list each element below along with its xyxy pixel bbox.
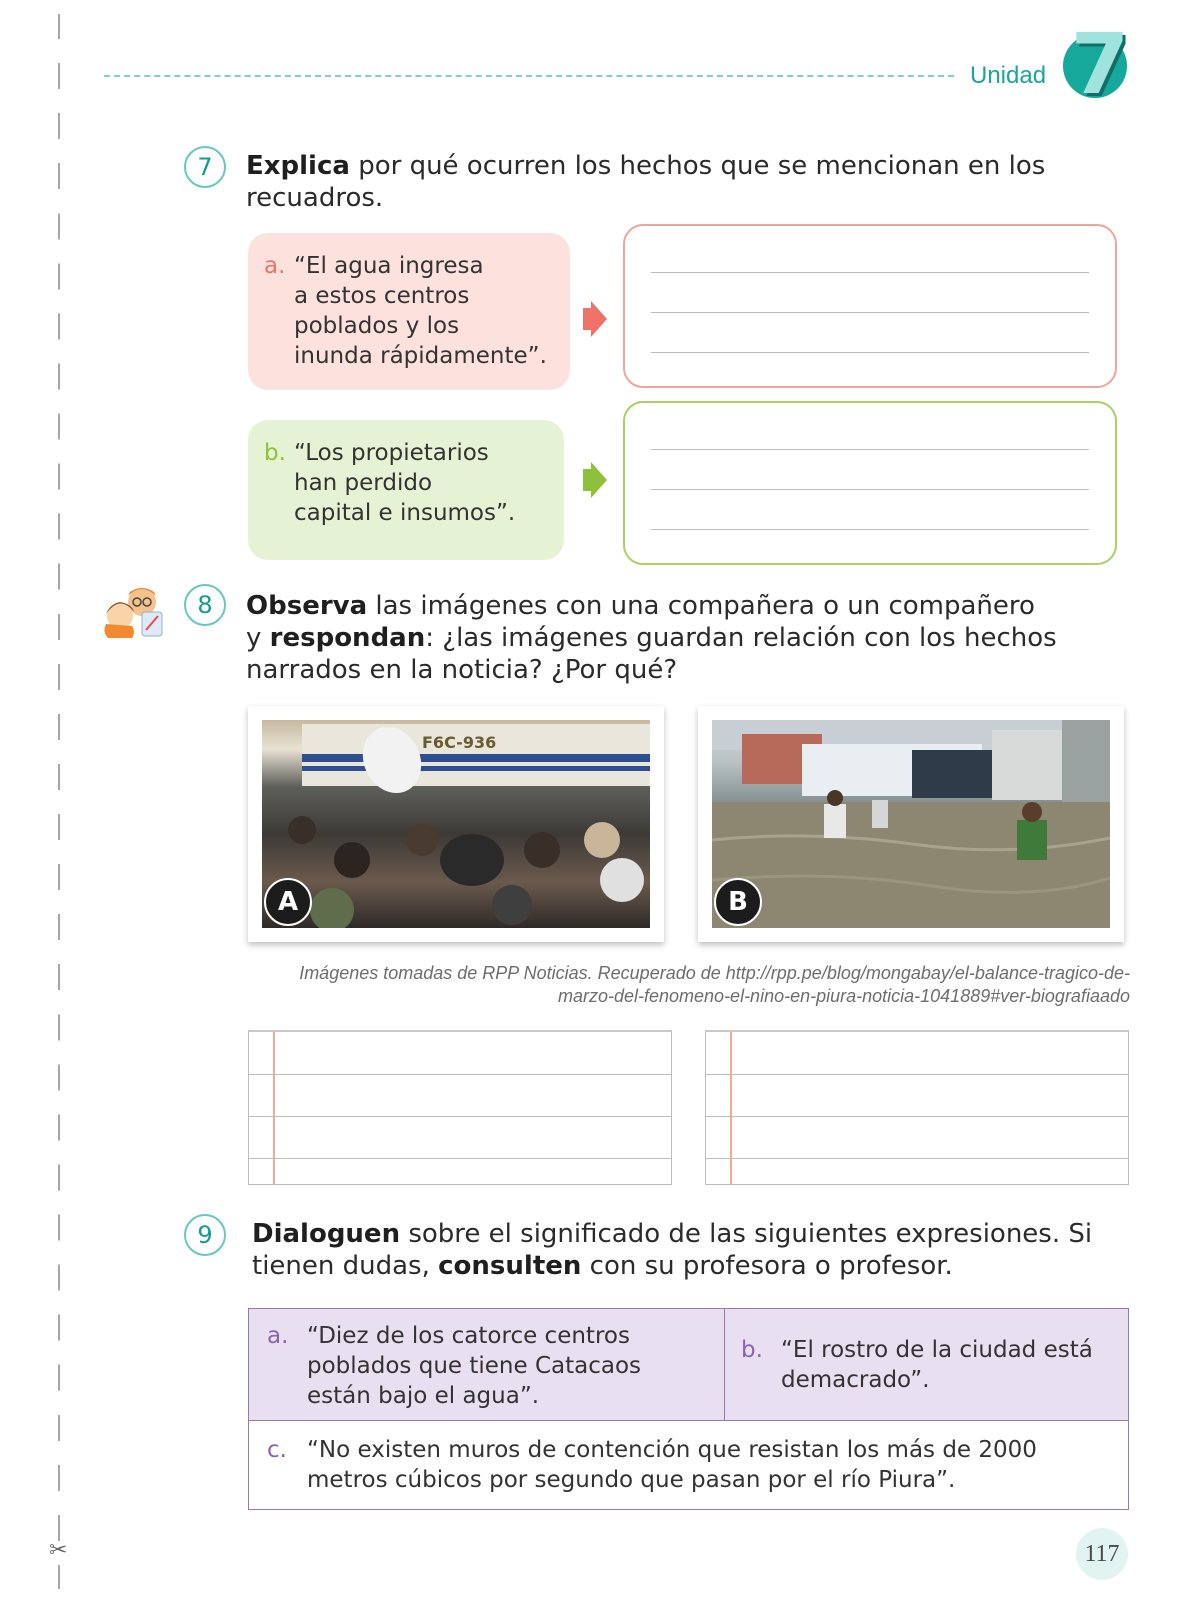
expression-a — [249, 1309, 725, 1421]
prompt-verb: Dialoguen — [252, 1219, 401, 1249]
image-credit — [250, 962, 1130, 1008]
truck-plate: F6C-936 — [422, 733, 497, 752]
activity-8-number: 8 — [184, 584, 226, 626]
prompt-text: las imágenes con una compañera o un compañero — [367, 591, 1035, 621]
activity-9-prompt — [252, 1218, 1112, 1282]
answer-box-a[interactable] — [623, 224, 1117, 388]
credit-line: Imágenes tomadas de RPP Noticias. Recuperado de http://rpp.pe/blog/mongabay/el-balance-tragico-de- — [299, 963, 1130, 983]
statement-line: “El agua ingresa — [294, 253, 484, 279]
expression-line: están bajo el agua”. — [307, 1383, 540, 1409]
arrow-right-icon — [591, 462, 607, 498]
prompt-text: narrados en la noticia? ¿Por qué? — [246, 655, 678, 685]
prompt-text: sobre el significado de las siguientes expresiones. Si — [400, 1219, 1093, 1249]
page-number: 117 — [1076, 1528, 1128, 1580]
statement-text — [294, 438, 515, 528]
expression-text — [307, 1321, 641, 1411]
photo-label-a: A — [264, 878, 312, 926]
activity-9-number: 9 — [184, 1214, 226, 1256]
activity-7-number: 7 — [184, 146, 226, 188]
answer-box-b[interactable] — [623, 401, 1117, 565]
prompt-text: y — [246, 623, 270, 653]
credit-line: marzo-del-fenomeno-el-nino-en-piura-noticia-1041889#ver-biografiaado — [557, 986, 1130, 1006]
prompt-verb: respondan — [269, 623, 426, 653]
expression-letter: c. — [267, 1437, 287, 1463]
photo-b-flooded-street — [712, 720, 1110, 928]
expression-line: “El rostro de la ciudad está — [781, 1337, 1093, 1363]
expressions-table — [248, 1308, 1129, 1510]
prompt-text: por qué ocurren los hechos que se mencionan en los recuadros. — [246, 151, 1046, 213]
expression-text — [781, 1335, 1093, 1395]
statement-letter: b. — [264, 440, 286, 466]
statement-line: poblados y los — [294, 313, 460, 339]
photo-label-b: B — [714, 878, 762, 926]
statement-line: a estos centros — [294, 283, 470, 309]
arrow-right-icon — [591, 301, 607, 337]
expression-line: demacrado”. — [781, 1367, 930, 1393]
statement-line: capital e insumos”. — [294, 500, 516, 526]
answer-paper-a[interactable] — [248, 1030, 672, 1185]
expression-b — [725, 1309, 1128, 1421]
photo-a-frame — [248, 706, 664, 942]
photo-b-frame — [698, 706, 1124, 942]
unit-number: 7 — [1070, 15, 1130, 113]
prompt-text: con su profesora o profesor. — [581, 1251, 953, 1281]
prompt-verb: Observa — [246, 591, 368, 621]
cut-line — [58, 14, 60, 1589]
expression-text — [307, 1435, 1037, 1495]
unit-label: Unidad — [970, 62, 1047, 89]
activity-7-prompt — [246, 150, 1076, 214]
expression-c — [249, 1421, 1128, 1509]
statement-b — [248, 420, 564, 560]
prompt-verb: consulten — [438, 1251, 582, 1281]
statement-line: han perdido — [294, 470, 433, 496]
prompt-text: : ¿las imágenes guardan relación con los hechos — [425, 623, 1057, 653]
expression-letter: a. — [267, 1323, 289, 1349]
scissors-icon: ✂ — [49, 1538, 68, 1563]
statement-a — [248, 233, 570, 390]
expression-line: “Diez de los catorce centros — [307, 1323, 630, 1349]
statement-text — [294, 251, 547, 371]
header-divider — [104, 75, 954, 77]
expression-line: “No existen muros de contención que resistan los más de 2000 — [307, 1437, 1037, 1463]
expression-line: metros cúbicos por segundo que pasan por el río Piura”. — [307, 1467, 956, 1493]
statement-letter: a. — [264, 253, 286, 279]
statement-line: “Los propietarios — [294, 440, 489, 466]
prompt-text: tienen dudas, — [252, 1251, 439, 1281]
expression-line: poblados que tiene Catacaos — [307, 1353, 642, 1379]
two-children-icon — [102, 582, 166, 640]
answer-paper-b[interactable] — [705, 1030, 1129, 1185]
activity-8-prompt — [246, 590, 1106, 686]
expression-letter: b. — [741, 1337, 763, 1363]
prompt-verb: Explica — [246, 151, 350, 181]
photo-a-crowd-water-truck — [262, 720, 650, 928]
statement-line: inunda rápidamente”. — [294, 343, 547, 369]
